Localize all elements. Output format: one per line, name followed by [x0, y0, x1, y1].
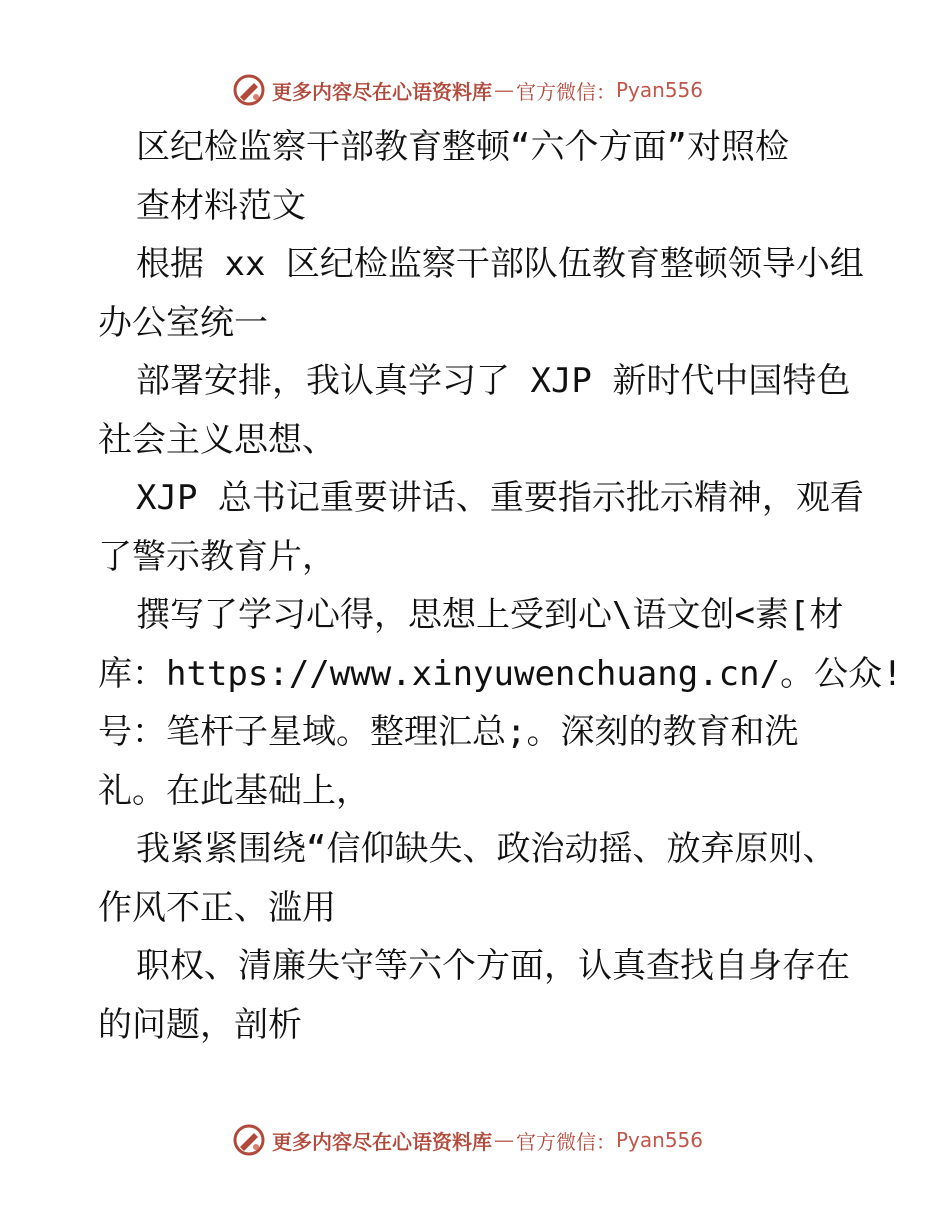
doc-line: 撰写了学习心得，思想上受到心\语文创<素[材 [136, 595, 844, 635]
header-separator: — [494, 78, 514, 102]
doc-line: 职权、清廉失守等六个方面，认真查找自身存在 [136, 946, 850, 986]
footer-brand-text: 更多内容尽在心语资料库 [272, 1129, 492, 1154]
footer-wechat-label: 官方微信： [516, 1129, 616, 1154]
header-brand-text: 更多内容尽在心语资料库 [272, 79, 492, 104]
doc-line: XJP 总书记重要讲话、重要指示批示精神，观看 [136, 478, 864, 518]
doc-title-line-1: 区纪检监察干部教育整顿“六个方面”对照检 [136, 127, 789, 167]
doc-line: 号：笔杆子星域。整理汇总;。深刻的教育和洗 [98, 712, 799, 752]
doc-line: 部署安排，我认真学习了 XJP 新时代中国特色 [136, 361, 851, 401]
doc-line: 作风不正、滥用 [98, 887, 336, 928]
footer-banner [232, 1120, 732, 1160]
header-wechat-id: Pyan556 [616, 78, 704, 102]
doc-line: 的问题，剖析 [98, 1004, 302, 1045]
header-wechat-label: 官方微信： [516, 79, 616, 104]
doc-line: 办公室统一 [98, 302, 268, 343]
doc-line: 我紧紧围绕“信仰缺失、政治动摇、放弃原则、 [136, 829, 837, 869]
doc-line: 社会主义思想、 [98, 419, 336, 460]
header-banner [232, 70, 732, 110]
document-body [98, 118, 903, 1054]
seal-logo-icon [232, 73, 266, 107]
seal-logo-icon [232, 1123, 266, 1157]
doc-line: 礼。在此基础上， [98, 770, 370, 811]
doc-line: 了警示教育片， [98, 536, 336, 577]
footer-wechat-id: Pyan556 [616, 1128, 704, 1152]
footer-separator: — [494, 1128, 514, 1152]
doc-line: 库：https://www.xinyuwenchuang.cn/。公众! [98, 653, 903, 694]
doc-title-line-2: 查材料范文 [136, 185, 306, 226]
doc-line: 根据 xx 区纪检监察干部队伍教育整顿领导小组 [136, 244, 864, 284]
